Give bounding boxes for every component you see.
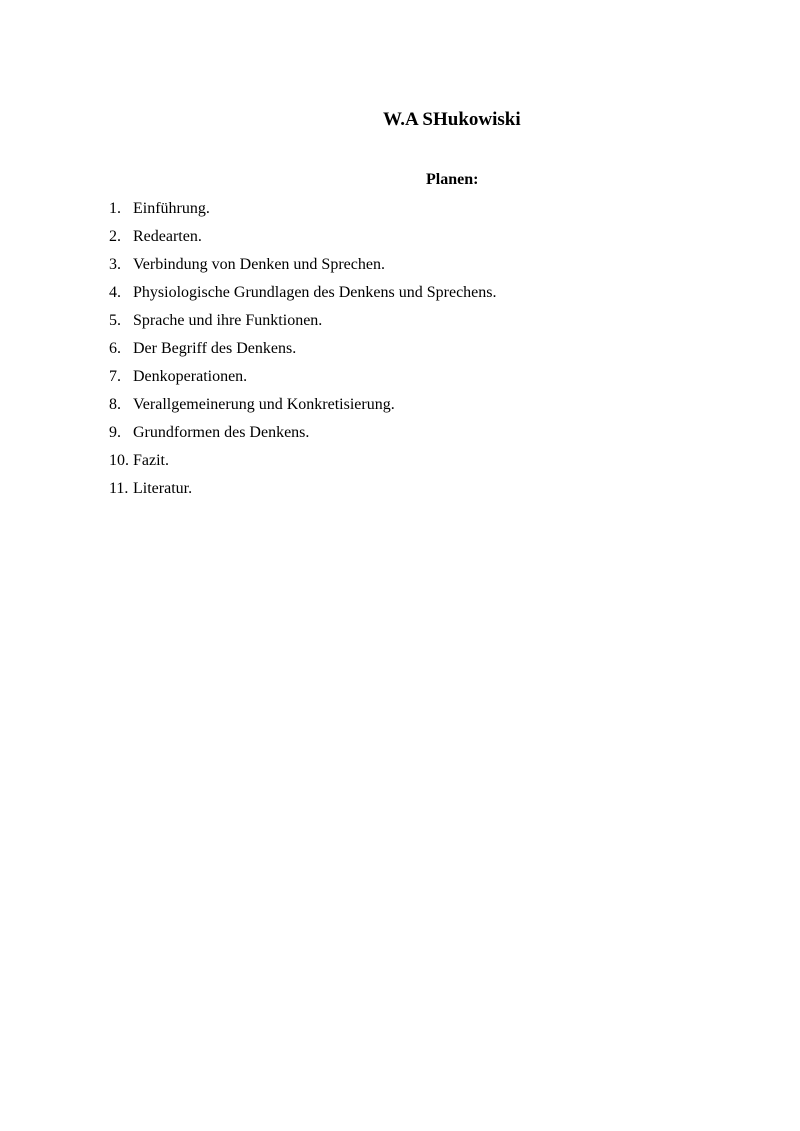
list-item-number: 4. [109, 284, 121, 301]
list-item-text: Grundformen des Denkens. [133, 424, 310, 441]
list-item [109, 227, 497, 255]
list-item-text: Verallgemeinerung und Konkretisierung. [133, 396, 395, 413]
list-item-number: 6. [109, 340, 121, 357]
plan-list [109, 199, 497, 507]
list-item [109, 199, 497, 227]
list-item-number: 7. [109, 368, 121, 385]
list-item-text: Fazit. [133, 452, 169, 469]
list-item [109, 339, 497, 367]
list-item [109, 311, 497, 339]
document-title: W.A SHukowiski [383, 109, 521, 130]
list-item-number: 9. [109, 424, 121, 441]
list-item-number: 11. [109, 480, 129, 497]
list-item [109, 479, 497, 507]
list-item-text: Redearten. [133, 228, 202, 245]
list-item-number: 5. [109, 312, 121, 329]
plan-heading: Planen: [426, 171, 479, 188]
list-item-number: 2. [109, 228, 121, 245]
list-item-text: Der Begriff des Denkens. [133, 340, 297, 357]
list-item [109, 423, 497, 451]
list-item [109, 451, 497, 479]
list-item-text: Einführung. [133, 200, 210, 217]
list-item-number: 1. [109, 200, 121, 217]
list-item-number: 8. [109, 396, 121, 413]
list-item-number: 3. [109, 256, 121, 273]
list-item [109, 367, 497, 395]
list-item [109, 283, 497, 311]
list-item-text: Denkoperationen. [133, 368, 248, 385]
list-item-text: Sprache und ihre Funktionen. [133, 312, 323, 329]
list-item [109, 255, 497, 283]
list-item-number: 10. [109, 452, 129, 469]
list-item [109, 395, 497, 423]
list-item-text: Physiologische Grundlagen des Denkens und Sprechens. [133, 284, 497, 301]
list-item-text: Literatur. [133, 480, 193, 497]
list-item-text: Verbindung von Denken und Sprechen. [133, 256, 385, 273]
